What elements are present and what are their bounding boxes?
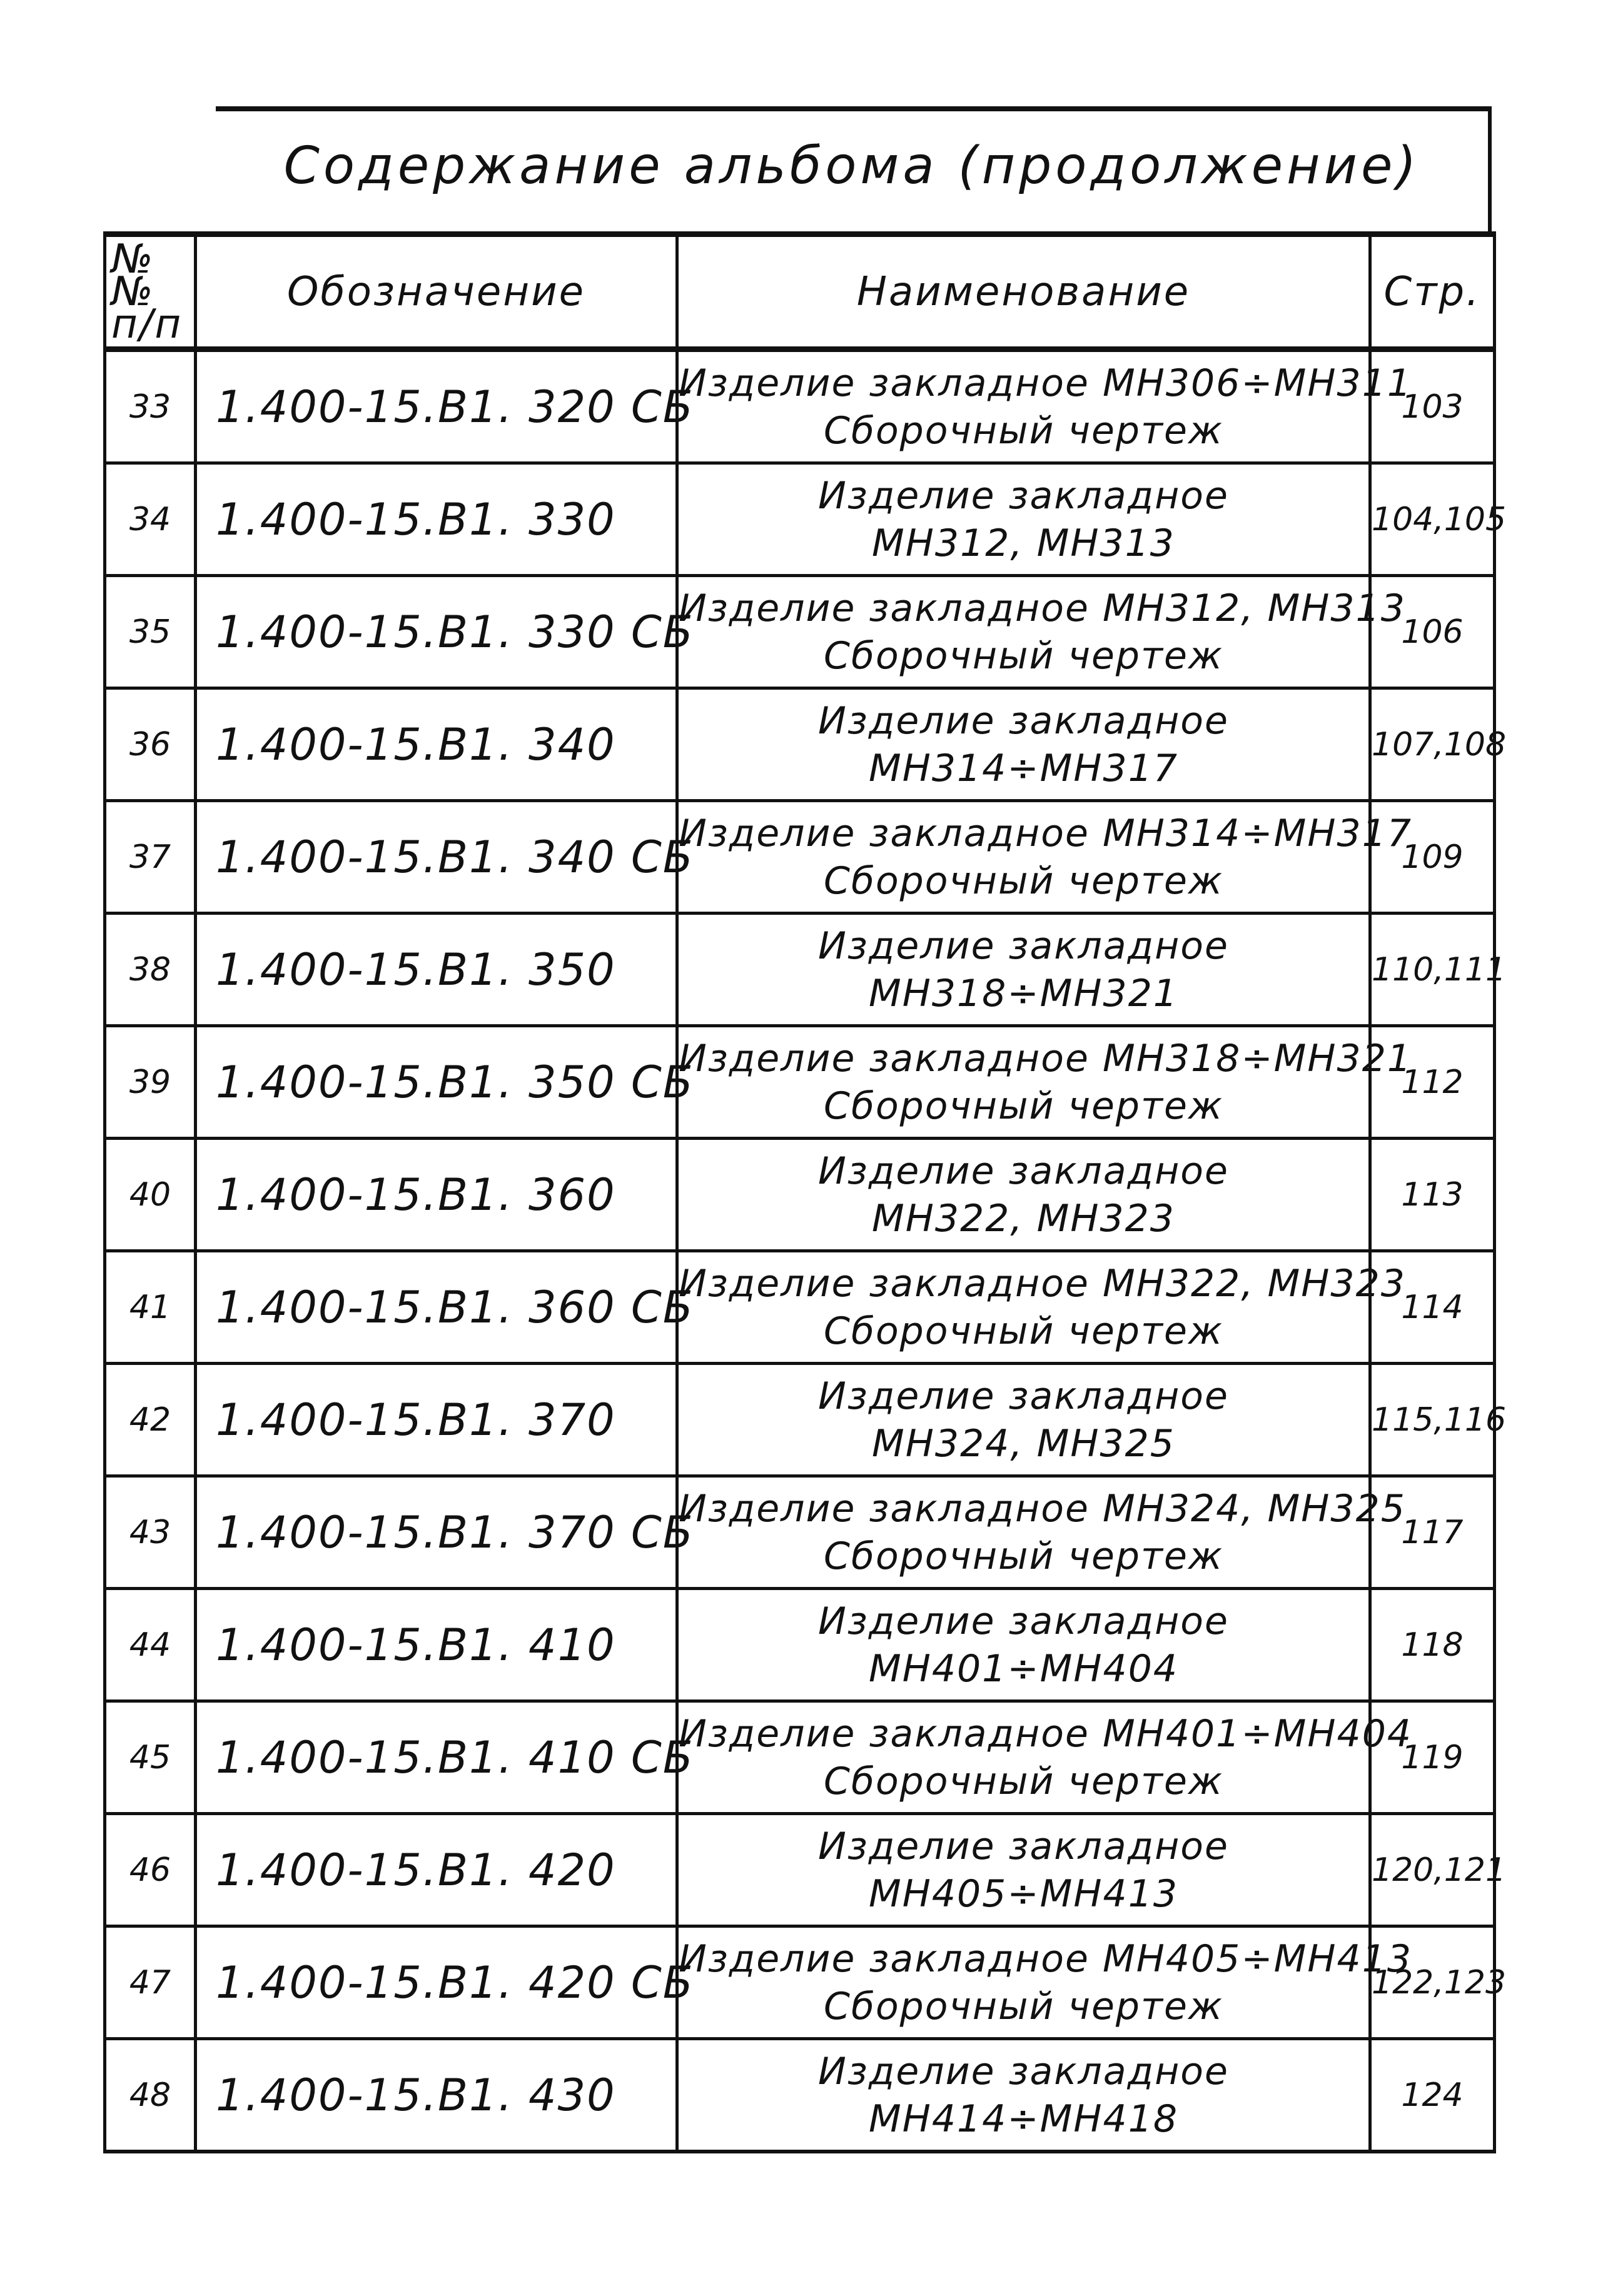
row-page: 107,108 [1370,688,1495,801]
row-designation: 1.400-15.В1. 350 [196,914,677,1026]
row-name-line-2: Сборочный чертеж [824,408,1223,453]
row-number: 44 [105,1589,196,1701]
row-page: 112 [1370,1026,1495,1139]
row-name-line-2: Сборочный чертеж [824,1534,1223,1578]
row-name-line-1: Изделие закладное [818,1149,1229,1193]
table-row [105,1026,1495,1139]
row-name-line-2: Сборочный чертеж [824,633,1223,678]
row-name-line-2: МН414÷МН418 [868,2097,1179,2141]
row-name [677,1476,1406,1589]
row-designation: 1.400-15.В1. 430 [196,2039,677,2152]
row-designation: 1.400-15.В1. 420 СБ [196,1926,677,2039]
row-page: 114 [1370,1251,1495,1364]
row-name [677,1926,1413,2039]
row-name-line-2: МН324, МН325 [872,1421,1175,1466]
row-name [677,688,1370,801]
row-number: 35 [105,576,196,688]
table-row [105,463,1495,576]
row-designation: 1.400-15.В1. 360 [196,1139,677,1251]
row-page: 124 [1370,2039,1495,2152]
row-page: 104,105 [1370,463,1495,576]
table-row [105,1701,1495,1814]
row-name [677,463,1370,576]
row-page: 118 [1370,1589,1495,1701]
row-name [677,1364,1370,1476]
row-page: 122,123 [1370,1926,1495,2039]
row-name-line-2: Сборочный чертеж [824,1309,1223,1353]
row-number: 46 [105,1814,196,1926]
contents-table [103,231,1507,2153]
row-name-line-1: Изделие закладное [818,1374,1229,1418]
row-name-line-1: Изделие закладное МН318÷МН321 [679,1036,1413,1080]
row-designation: 1.400-15.В1. 360 СБ [196,1251,677,1364]
table-row [105,1926,1495,2039]
row-number: 36 [105,688,196,801]
row-page: 106 [1370,576,1495,688]
row-name-line-1: Изделие закладное [818,1599,1229,1643]
row-number: 40 [105,1139,196,1251]
header-name: Наименование [677,234,1370,350]
row-number: 41 [105,1251,196,1364]
table-row [105,1251,1495,1364]
page-title: Содержание альбома (продолжение) [283,136,1420,196]
table-row [105,350,1495,463]
row-name-line-1: Изделие закладное [818,473,1229,518]
table-body [105,350,1507,2152]
row-name-line-1: Изделие закладное МН401÷МН404 [679,1711,1413,1756]
row-name-line-1: Изделие закладное МН322, МН323 [679,1261,1406,1306]
row-number: 43 [105,1476,196,1589]
row-number: 48 [105,2039,196,2152]
row-name [677,1139,1370,1251]
row-name [677,1814,1370,1926]
row-name-line-1: Изделие закладное [818,2049,1229,2093]
row-name-line-2: МН314÷МН317 [868,746,1179,790]
table-row [105,914,1495,1026]
table-row [105,576,1495,688]
table-row [105,2039,1495,2152]
row-number: 38 [105,914,196,1026]
row-designation: 1.400-15.В1. 410 [196,1589,677,1701]
row-page: 119 [1370,1701,1495,1814]
row-name [677,914,1370,1026]
table-row [105,1364,1495,1476]
row-page: 117 [1370,1476,1495,1589]
row-name [677,801,1413,914]
row-page: 120,121 [1370,1814,1495,1926]
row-name-line-2: Сборочный чертеж [824,1759,1223,1803]
table-row [105,801,1495,914]
row-name [677,1251,1406,1364]
table-row [105,1814,1495,1926]
row-name-line-2: Сборочный чертеж [824,1984,1223,2028]
row-designation: 1.400-15.В1. 340 [196,688,677,801]
header-designation: Обозначение [196,234,677,350]
row-name [677,350,1413,463]
row-number: 37 [105,801,196,914]
row-name-line-2: Сборочный чертеж [824,858,1223,903]
row-designation: 1.400-15.В1. 320 СБ [196,350,677,463]
row-page: 109 [1370,801,1495,914]
row-page: 115,116 [1370,1364,1495,1476]
table-row [105,1476,1495,1589]
table-row [105,1589,1495,1701]
row-designation: 1.400-15.В1. 350 СБ [196,1026,677,1139]
row-name-line-2: МН405÷МН413 [868,1871,1179,1916]
row-name [677,576,1406,688]
row-name [677,2039,1370,2152]
row-number: 39 [105,1026,196,1139]
row-name [677,1701,1413,1814]
table-row [105,688,1495,801]
row-name-line-1: Изделие закладное [818,924,1229,968]
row-number: 42 [105,1364,196,1476]
row-designation: 1.400-15.В1. 410 СБ [196,1701,677,1814]
row-name-line-2: МН401÷МН404 [868,1646,1179,1691]
row-page: 113 [1370,1139,1495,1251]
row-name-line-1: Изделие закладное МН324, МН325 [679,1486,1406,1531]
row-name-line-2: МН318÷МН321 [868,971,1179,1015]
row-designation: 1.400-15.В1. 340 СБ [196,801,677,914]
row-name-line-1: Изделие закладное [818,698,1229,743]
row-name-line-1: Изделие закладное МН312, МН313 [679,586,1406,630]
row-designation: 1.400-15.В1. 370 [196,1364,677,1476]
row-designation: 1.400-15.В1. 330 СБ [196,576,677,688]
row-name [677,1589,1370,1701]
row-name-line-1: Изделие закладное МН405÷МН413 [679,1936,1413,1981]
table-row [105,1139,1495,1251]
row-page: 110,111 [1370,914,1495,1026]
row-name-line-2: МН322, МН323 [872,1196,1175,1241]
row-number: 45 [105,1701,196,1814]
row-name-line-1: Изделие закладное [818,1824,1229,1868]
table-header-row [105,234,1495,350]
row-designation: 1.400-15.В1. 330 [196,463,677,576]
row-number: 34 [105,463,196,576]
row-designation: 1.400-15.В1. 370 СБ [196,1476,677,1589]
row-name-line-2: Сборочный чертеж [824,1084,1223,1128]
row-number: 47 [105,1926,196,2039]
header-page: Стр. [1370,234,1495,350]
row-name [677,1026,1413,1139]
row-designation: 1.400-15.В1. 420 [196,1814,677,1926]
row-name-line-1: Изделие закладное МН306÷МН311 [679,361,1413,405]
row-number: 33 [105,350,196,463]
title-frame [216,106,1492,231]
row-name-line-2: МН312, МН313 [872,521,1175,565]
row-page: 103 [1370,350,1495,463]
row-name-line-1: Изделие закладное МН314÷МН317 [679,811,1413,855]
header-number: №№ п/п [105,234,196,350]
